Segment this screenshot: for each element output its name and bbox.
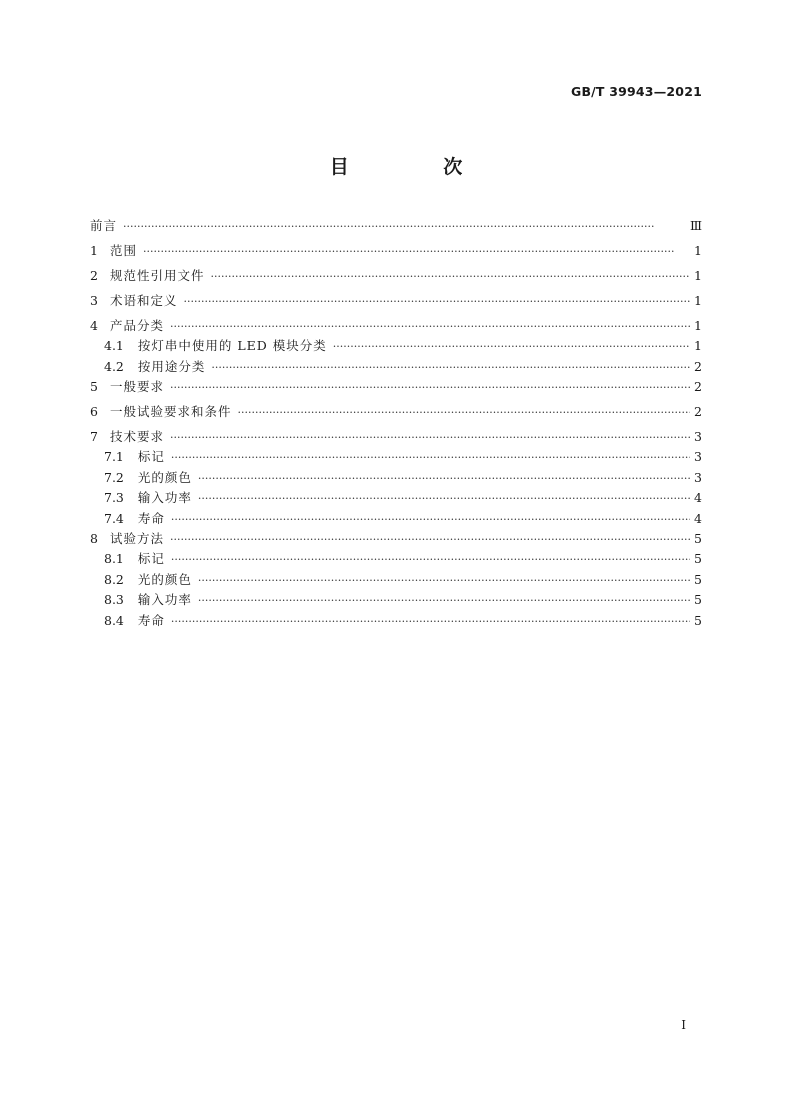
toc-entry-title: 一般试验要求和条件 xyxy=(109,404,232,419)
toc-entry-page: 1 xyxy=(694,243,702,258)
toc-entry[interactable] xyxy=(90,316,702,336)
toc-leader-dots xyxy=(170,428,690,448)
toc-entry[interactable] xyxy=(90,291,702,316)
toc-entry-title: 按用途分类 xyxy=(137,358,206,374)
toc-entry-page: 1 xyxy=(694,268,702,283)
toc-leader-dots xyxy=(210,267,690,287)
toc-entry-title: 输入功率 xyxy=(137,592,192,607)
toc-entry-page: 1 xyxy=(694,293,702,308)
toc-entry-page: 5 xyxy=(694,531,702,546)
page-number: I xyxy=(681,1018,686,1032)
toc-entry[interactable] xyxy=(90,216,702,241)
toc-entry-title: 前言 xyxy=(90,218,118,233)
toc-leader-dots xyxy=(171,612,690,632)
toc-entry-number: 6 xyxy=(90,404,98,419)
toc-entry-number: 8.2 xyxy=(104,571,124,587)
toc-entry-page: 4 xyxy=(694,510,702,526)
toc-leader-dots xyxy=(170,317,690,337)
toc-entry[interactable] xyxy=(90,266,702,291)
toc-entry-page: Ⅲ xyxy=(689,218,702,233)
toc-entry-page: 5 xyxy=(694,592,702,607)
toc-entry-page: 3 xyxy=(694,429,702,444)
toc-entry[interactable] xyxy=(90,468,702,489)
toc-entry-number: 5 xyxy=(90,379,98,394)
toc-entry-title: 光的颜色 xyxy=(137,469,192,485)
toc-leader-dots xyxy=(143,242,690,262)
toc-entry-number: 8.4 xyxy=(104,612,124,628)
toc-leader-dots xyxy=(198,571,690,591)
toc-entry[interactable] xyxy=(90,590,702,611)
toc-entry-number: 3 xyxy=(90,293,98,308)
toc-leader-dots xyxy=(211,358,690,378)
toc-leader-dots xyxy=(183,292,690,312)
toc-entry-page: 5 xyxy=(694,551,702,566)
toc-entry-number: 7.4 xyxy=(104,510,124,526)
toc-entry-title: 标记 xyxy=(137,551,165,566)
toc-entry[interactable] xyxy=(90,357,702,378)
toc-leader-dots xyxy=(123,217,686,237)
toc-entry-title: 光的颜色 xyxy=(137,571,192,587)
toc-entry-title: 标记 xyxy=(137,449,165,464)
toc-entry-number: 7.3 xyxy=(104,490,124,505)
toc-leader-dots xyxy=(237,403,690,423)
standard-number: GB/T 39943—2021 xyxy=(570,84,702,99)
toc-entry[interactable] xyxy=(90,488,702,509)
toc-entry-page: 3 xyxy=(694,449,702,464)
toc-leader-dots xyxy=(198,591,690,611)
toc-leader-dots xyxy=(170,378,690,398)
toc-entry-page: 2 xyxy=(694,404,702,419)
toc-leader-dots xyxy=(171,448,690,468)
toc-entry-title: 输入功率 xyxy=(137,490,192,505)
toc-entry-page: 5 xyxy=(694,571,702,587)
toc-leader-dots xyxy=(333,337,690,357)
toc-entry-title: 寿命 xyxy=(137,510,165,526)
toc-entry-number: 8.1 xyxy=(104,551,124,566)
toc-entry-page: 5 xyxy=(694,612,702,628)
toc-entry[interactable] xyxy=(90,509,702,530)
toc-entry-title: 规范性引用文件 xyxy=(109,268,205,283)
toc-entry[interactable] xyxy=(90,447,702,468)
toc-entry-number: 1 xyxy=(90,243,98,258)
toc-leader-dots xyxy=(198,469,690,489)
toc-entry-title: 技术要求 xyxy=(109,429,164,444)
toc-entry[interactable] xyxy=(90,402,702,427)
toc-entry-number: 8 xyxy=(90,531,98,546)
toc-entry-title: 产品分类 xyxy=(109,318,164,333)
toc-entry-page: 2 xyxy=(694,358,702,374)
toc-entry-number: 7.1 xyxy=(104,449,124,464)
toc-entry-number: 7 xyxy=(90,429,98,444)
toc-entry-page: 1 xyxy=(694,338,702,353)
toc-entry-number: 4 xyxy=(90,318,98,333)
toc-entry[interactable] xyxy=(90,549,702,570)
toc-leader-dots xyxy=(198,489,690,509)
toc-entry[interactable] xyxy=(90,611,702,632)
toc-entry-number: 8.3 xyxy=(104,592,124,607)
toc-entry-number: 2 xyxy=(90,268,98,283)
toc-entry-title: 试验方法 xyxy=(109,531,164,546)
toc-entry-title: 术语和定义 xyxy=(109,293,178,308)
toc-entry[interactable] xyxy=(90,529,702,549)
toc-entry-page: 1 xyxy=(694,318,702,333)
toc-entry-page: 3 xyxy=(694,469,702,485)
toc-entry[interactable] xyxy=(90,377,702,402)
toc-entry[interactable] xyxy=(90,570,702,591)
toc-entry-page: 4 xyxy=(694,490,702,505)
toc-entry[interactable] xyxy=(90,427,702,447)
toc-entry-title: 寿命 xyxy=(137,612,165,628)
toc-entry-number: 4.2 xyxy=(104,358,124,374)
toc-entry-page: 2 xyxy=(694,379,702,394)
table-of-contents xyxy=(90,216,702,631)
page-title: 目 次 xyxy=(329,156,507,178)
toc-entry-title: 按灯串中使用的 LED 模块分类 xyxy=(137,338,327,353)
toc-entry-title: 范围 xyxy=(109,243,137,258)
toc-leader-dots xyxy=(171,550,690,570)
toc-entry-number: 7.2 xyxy=(104,469,124,485)
toc-entry-title: 一般要求 xyxy=(109,379,164,394)
toc-leader-dots xyxy=(170,530,690,550)
toc-leader-dots xyxy=(171,510,690,530)
toc-entry-number: 4.1 xyxy=(104,338,124,353)
toc-entry[interactable] xyxy=(90,241,702,266)
toc-entry[interactable] xyxy=(90,336,702,357)
